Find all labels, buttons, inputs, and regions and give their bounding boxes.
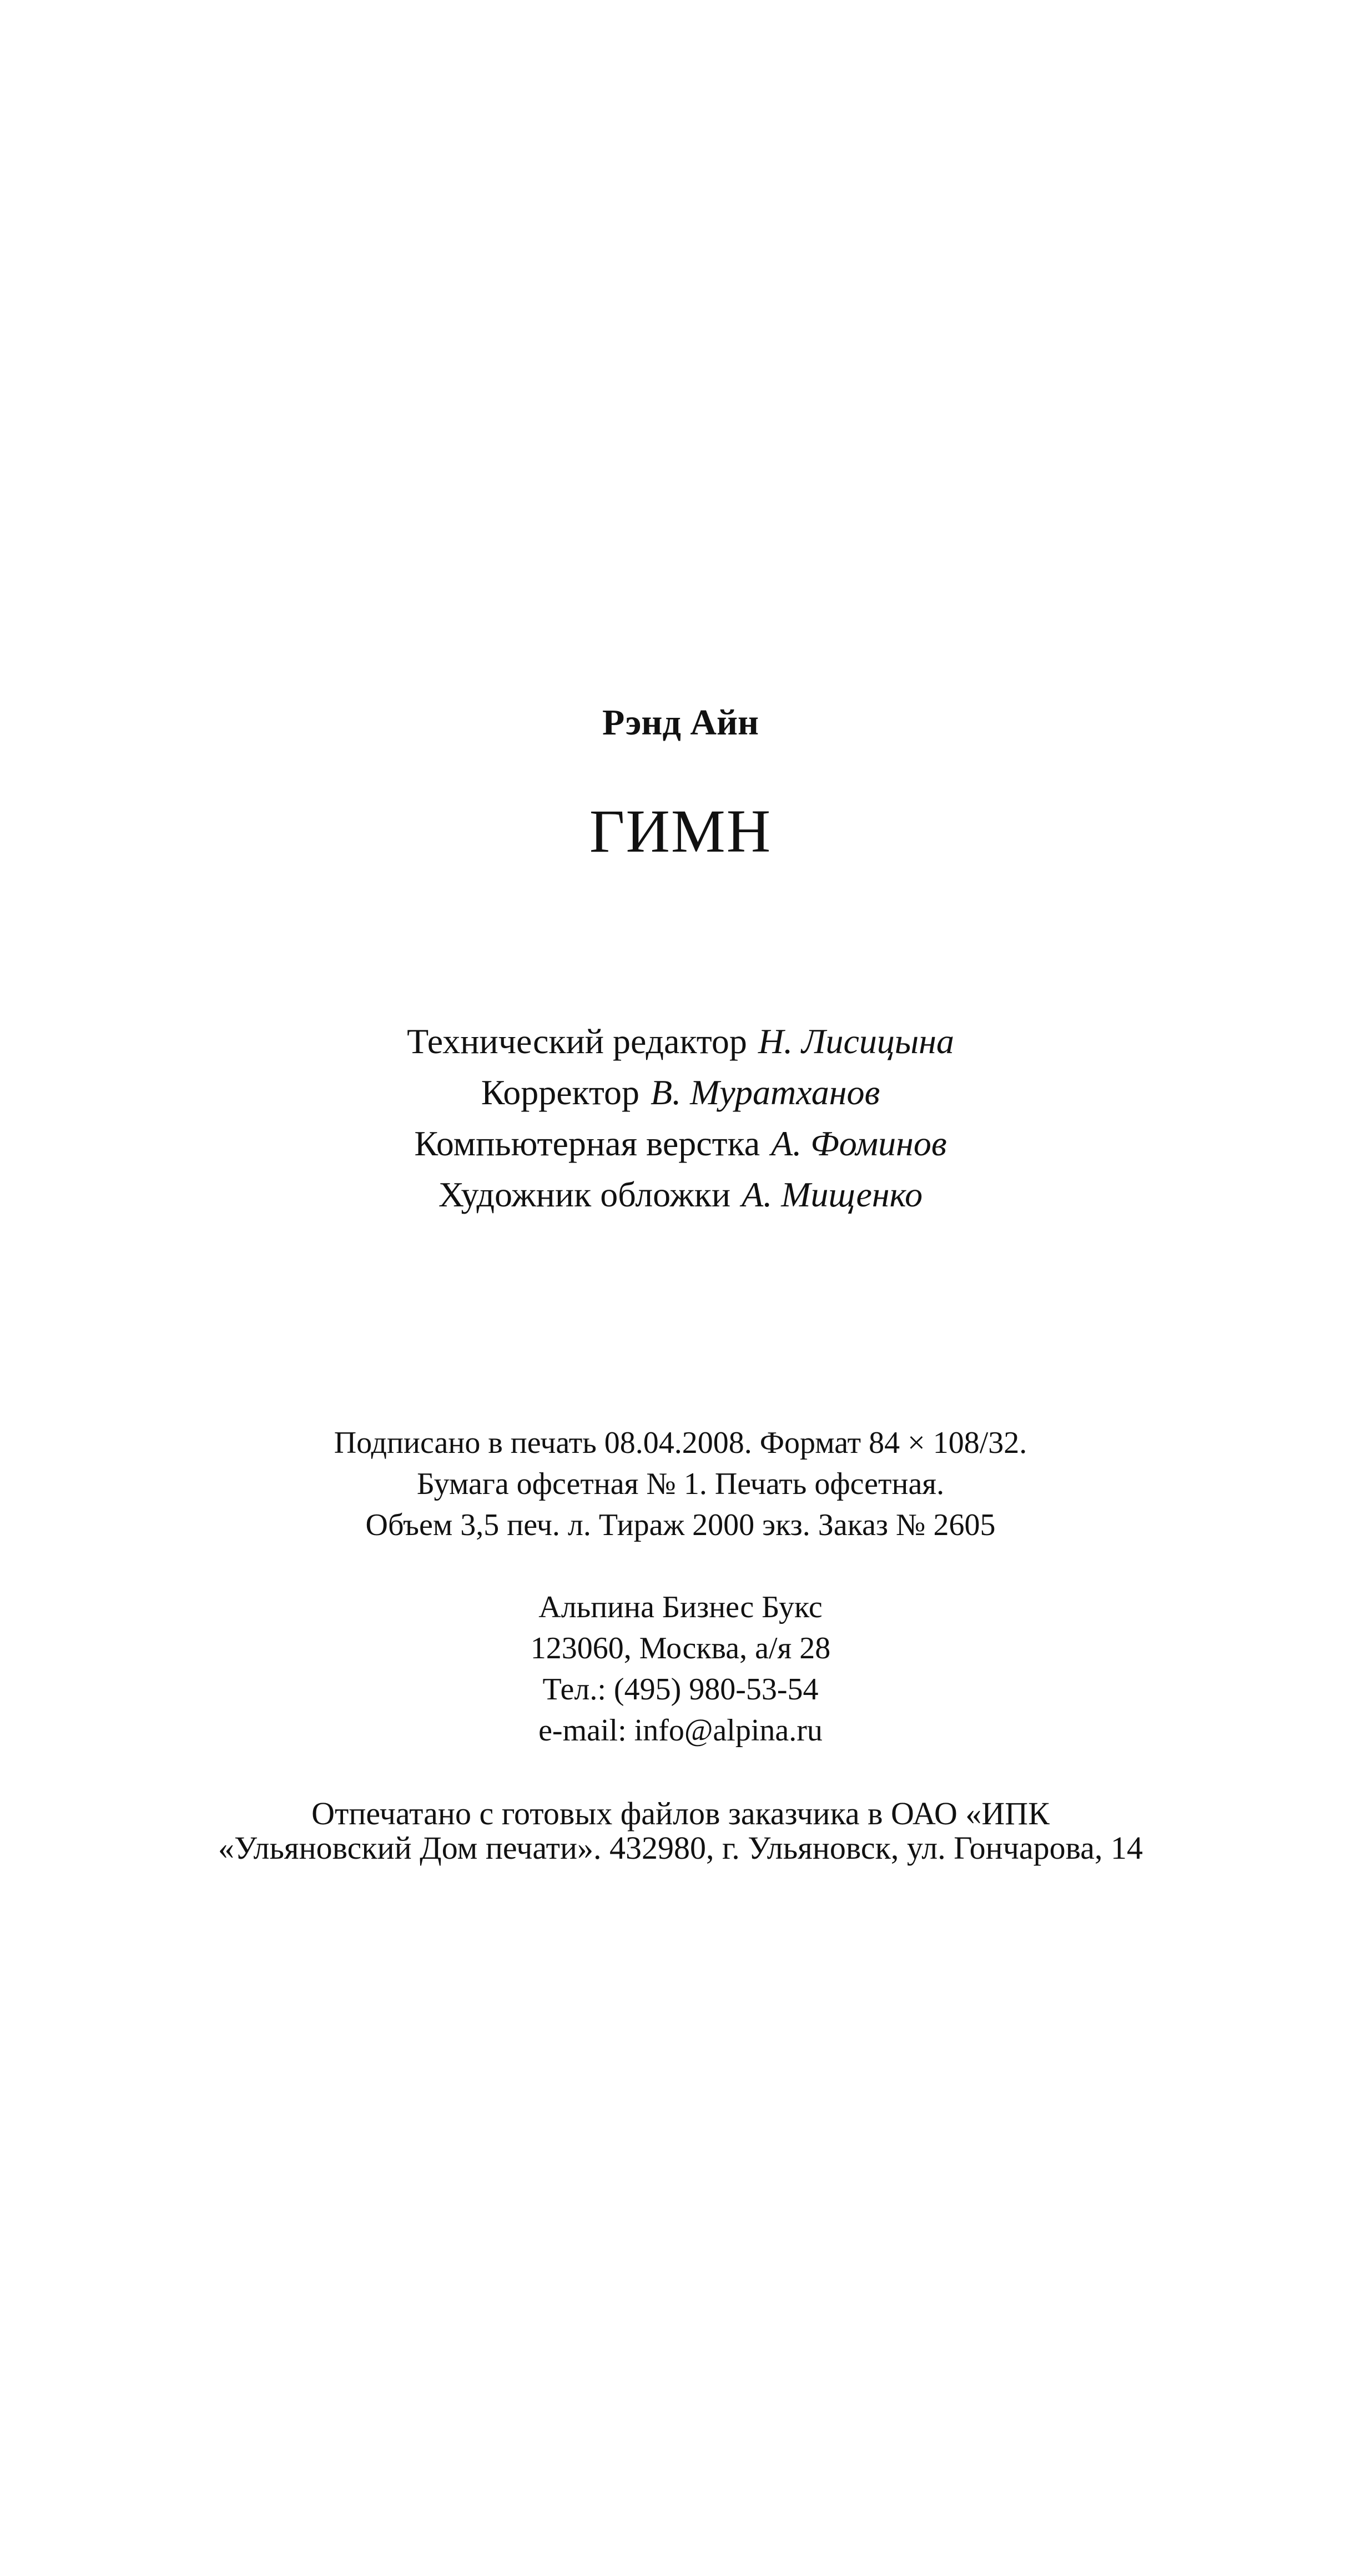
printer-line: «Ульяновский Дом печати». 432980, г. Ульяновск, ул. Гончарова, 14 [218, 1830, 1143, 1866]
credit-role: Художник обложки [438, 1175, 731, 1214]
printer-block [0, 1797, 1361, 1865]
credit-person: А. Мищенко [742, 1175, 923, 1214]
credit-role: Технический редактор [407, 1022, 747, 1061]
imprint-block [0, 1422, 1361, 1546]
credit-line [0, 1067, 1361, 1118]
credit-role: Корректор [481, 1073, 639, 1112]
publisher-phone: Тел.: (495) 980-53-54 [542, 1672, 819, 1707]
author-name: Рэнд Айн [602, 702, 759, 743]
credit-person: В. Муратханов [651, 1073, 880, 1112]
book-title: ГИМН [589, 797, 772, 865]
publisher-address: 123060, Москва, а/я 28 [530, 1631, 831, 1666]
publisher-name: Альпина Бизнес Букс [538, 1590, 823, 1624]
credit-line [0, 1118, 1361, 1169]
credit-line [0, 1169, 1361, 1220]
credit-line [0, 1016, 1361, 1067]
credit-person: А. Фоминов [771, 1124, 947, 1163]
credit-role: Компьютерная верстка [414, 1124, 760, 1163]
publisher-email: e-mail: info@alpina.ru [538, 1713, 823, 1748]
imprint-line: Объем 3,5 печ. л. Тираж 2000 экз. Заказ № 2605 [365, 1508, 996, 1542]
credits-block [0, 1016, 1361, 1220]
imprint-line: Подписано в печать 08.04.2008. Формат 84 × 108/32. [334, 1426, 1027, 1460]
printer-line: Отпечатано с готовых файлов заказчика в ОАО «ИПК [311, 1795, 1050, 1832]
publisher-block [0, 1587, 1361, 1751]
credit-person: Н. Лисицына [758, 1022, 954, 1061]
imprint-line: Бумага офсетная № 1. Печать офсетная. [416, 1467, 945, 1501]
